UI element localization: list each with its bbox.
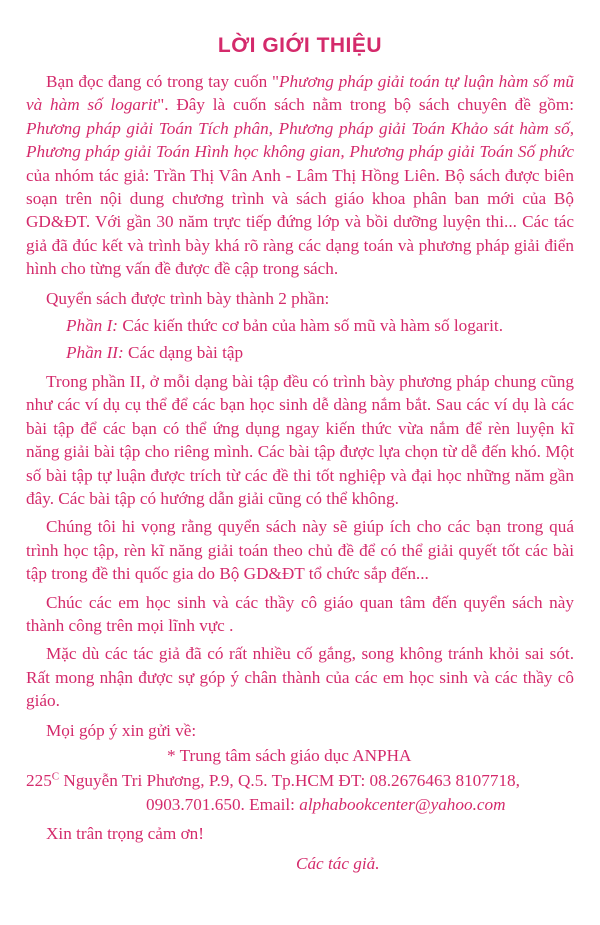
address-number: 225 — [26, 771, 52, 791]
contact-phone-email — [26, 793, 574, 816]
page-title: LỜI GIỚI THIỆU — [217, 34, 383, 57]
intro-text-2: ". Đây là cuốn sách nằm trong bộ sách chuyên đề gồm: — [157, 95, 574, 115]
contact-lead: Mọi góp ý xin gửi về: — [46, 720, 197, 740]
structure-intro: Quyển sách được trình bày thành 2 phần: — [46, 288, 330, 308]
part-1 — [26, 314, 574, 337]
paragraph-hope: Chúng tôi hi vọng rằng quyển sách này sẽ giúp ích cho các bạn trong quá trình học tập, rèn kĩ năng giải toán theo chủ đề để có thể giải quyết tốt các bài tập trong đề thi quốc gia do Bộ GD&ĐT tổ chức sắp đến... — [26, 517, 574, 584]
part-1-text: Các kiến thức cơ bản của hàm số mũ và hàm số logarit. — [118, 316, 503, 336]
part-2-text: Các dạng bài tập — [123, 343, 244, 363]
intro-text-1: Bạn đọc đang có trong tay cuốn " — [46, 72, 280, 91]
part-2-label: Phần II: — [66, 343, 124, 363]
series-titles: Phương pháp giải Toán Tích phân, Phương pháp giải Toán Khảo sát hàm số, Phương pháp giải Toán Hình học không gian, Phương pháp giải Toán Số phức — [26, 118, 574, 162]
contact-address — [26, 769, 574, 792]
contact-center-name: * Trung tâm sách giáo dục ANPHA — [167, 745, 412, 765]
intro-paragraph — [26, 70, 574, 281]
address-number-superscript: C — [51, 770, 60, 783]
phone-2: 0903.701.650. Email: — [146, 794, 300, 814]
signature: Các tác giả. — [296, 853, 380, 873]
intro-text-3: của nhóm tác giả: Trần Thị Vân Anh - Lâm Thị Hồng Liên. Bộ sách được biên soạn trên nội dung chương trình và sách giáo khoa phân ban mới của Bộ GD&ĐT. Với gần 30 năm trực tiếp đứng lớp và bồi dưỡng luyện thi... Các tác giả đã đúc kết và trình bày khá rõ ràng các dạng toán và phương pháp giải điển hình cho từng vấn đề được đề cập trong sách. — [26, 165, 574, 279]
part-2 — [26, 341, 574, 364]
paragraph-exercises: Trong phần II, ở mỗi dạng bài tập đều có trình bày phương pháp chung cũng như các ví dụ cụ thể để các bạn học sinh dễ dàng nắm bắt. Sau các ví dụ là các bài tập để các bạn có thể ứng dụng ngay kiến thức vừa nắm để rèn luyện kĩ năng giải bài tập cho riêng mình. Các bài tập được lựa chọn từ dễ đến khó. Một số bài tập tự luận được trích từ các đề thi tốt nghiệp và đại học những năm gần đây. Các bài tập có hướng dẫn giải cũng có thể không. — [26, 371, 574, 508]
paragraph-feedback: Mặc dù các tác giả đã có rất nhiều cố gắng, song không tránh khỏi sai sót. Rất mong nhận được sự góp ý chân thành của các em học sinh và các thầy cô giáo. — [26, 644, 574, 711]
book-title: Phương pháp giải toán tự luận hàm số mũ và hàm số logarit — [26, 72, 575, 115]
address-rest: Nguyễn Tri Phương, P.9, Q.5. Tp.HCM ĐT: 08.2676463 8107718, — [59, 771, 520, 791]
thanks-line: Xin trân trọng cảm ơn! — [46, 824, 205, 844]
email-address: alphabookcenter@yahoo.com — [299, 794, 506, 814]
paragraph-wishes: Chúc các em học sinh và các thầy cô giáo quan tâm đến quyển sách này thành công trên mọi lĩnh vực . — [26, 592, 574, 635]
part-1-label: Phần I: — [66, 316, 119, 336]
